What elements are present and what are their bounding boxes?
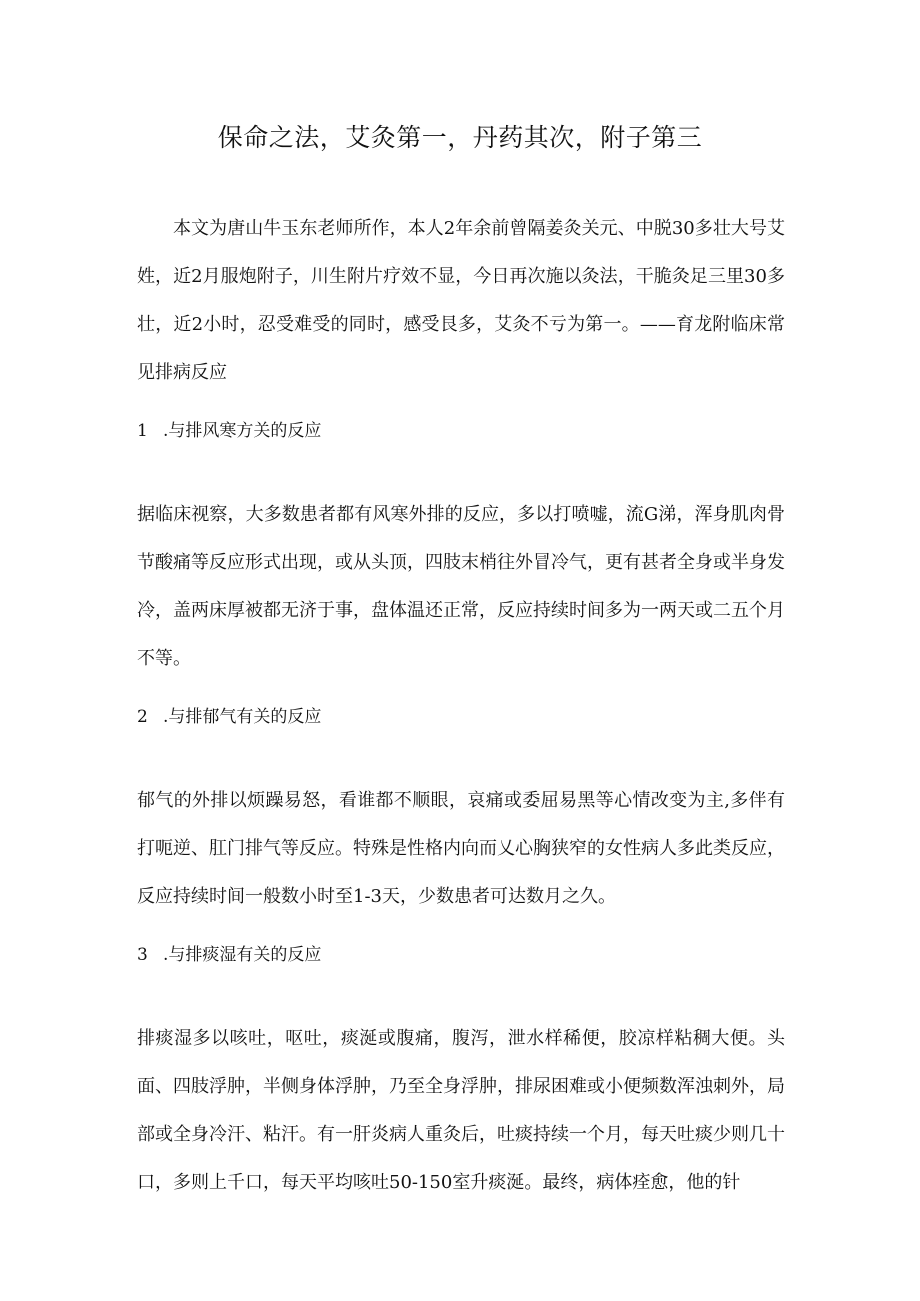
section-number-1: 1 <box>137 421 148 441</box>
section-title-3: .与排痰湿有关的反应 <box>163 945 322 965</box>
page-title: 保命之法，艾灸第一，丹药其次，附子第三 <box>217 123 703 152</box>
section-number-3: 3 <box>137 945 148 965</box>
document-body <box>137 205 785 1207</box>
section-title-2: .与排郁气有关的反应 <box>163 707 322 727</box>
section-paragraph-2: 郁气的外排以烦躁易怒，看谁都不顺眼，哀痛或委屈易黑等心情改变为主,多伴有打呃逆、肛门排气等反应。特殊是性格内向而乂心胸狭窄的女性病人多此类反应，反应持续时间一般数小时至1-3天，少数患者可达数月之久。 <box>137 790 785 907</box>
spacer <box>137 741 785 777</box>
section-number-2: 2 <box>137 707 148 727</box>
section-heading-2 <box>137 689 785 741</box>
section-paragraph-3: 排痰湿多以咳吐，呕吐，痰涎或腹痛，腹泻，泄水样稀便，胶凉样粘稠大便。头面、四肢浮肿，半侧身体浮肿，乃至全身浮肿，排尿困难或小便频数浑浊刺外，局部或全身冷汗、粘汗。有一肝炎病人重灸后，吐痰持续一个月，每天吐痰少则几十口，多则上千口，每天平均咳吐50-150室升痰涎。最终，病体痊愈，他的针 <box>137 1028 785 1193</box>
section-paragraph-1: 据临床视察，大多数患者都有风寒外排的反应，多以打喷嘘，流G涕，浑身肌肉骨节酸痛等反应形式出现，或从头顶，四肢末梢往外冒冷气，更有甚者全身或半身发冷，盖两床厚被都无济于事，盘体温还正常，反应持续时间多为一两天或二五个月不等。 <box>137 504 785 669</box>
section-heading-3 <box>137 927 785 979</box>
spacer <box>137 455 785 491</box>
section-heading-1 <box>137 403 785 455</box>
spacer <box>137 979 785 1015</box>
section-title-1: .与排风寒方关的反应 <box>163 421 322 441</box>
intro-paragraph: 本文为唐山牛玉东老师所作，本人2年余前曾隔姜灸关元、中脱30多壮大号艾姓，近2月服炮附子，川生附片疗效不显，今日再次施以灸法，干脆灸足三里30多壮，近2小时，忍受难受的同时，感受艮多，艾灸不亏为第一。——育龙附临床常见排病反应 <box>137 218 785 383</box>
